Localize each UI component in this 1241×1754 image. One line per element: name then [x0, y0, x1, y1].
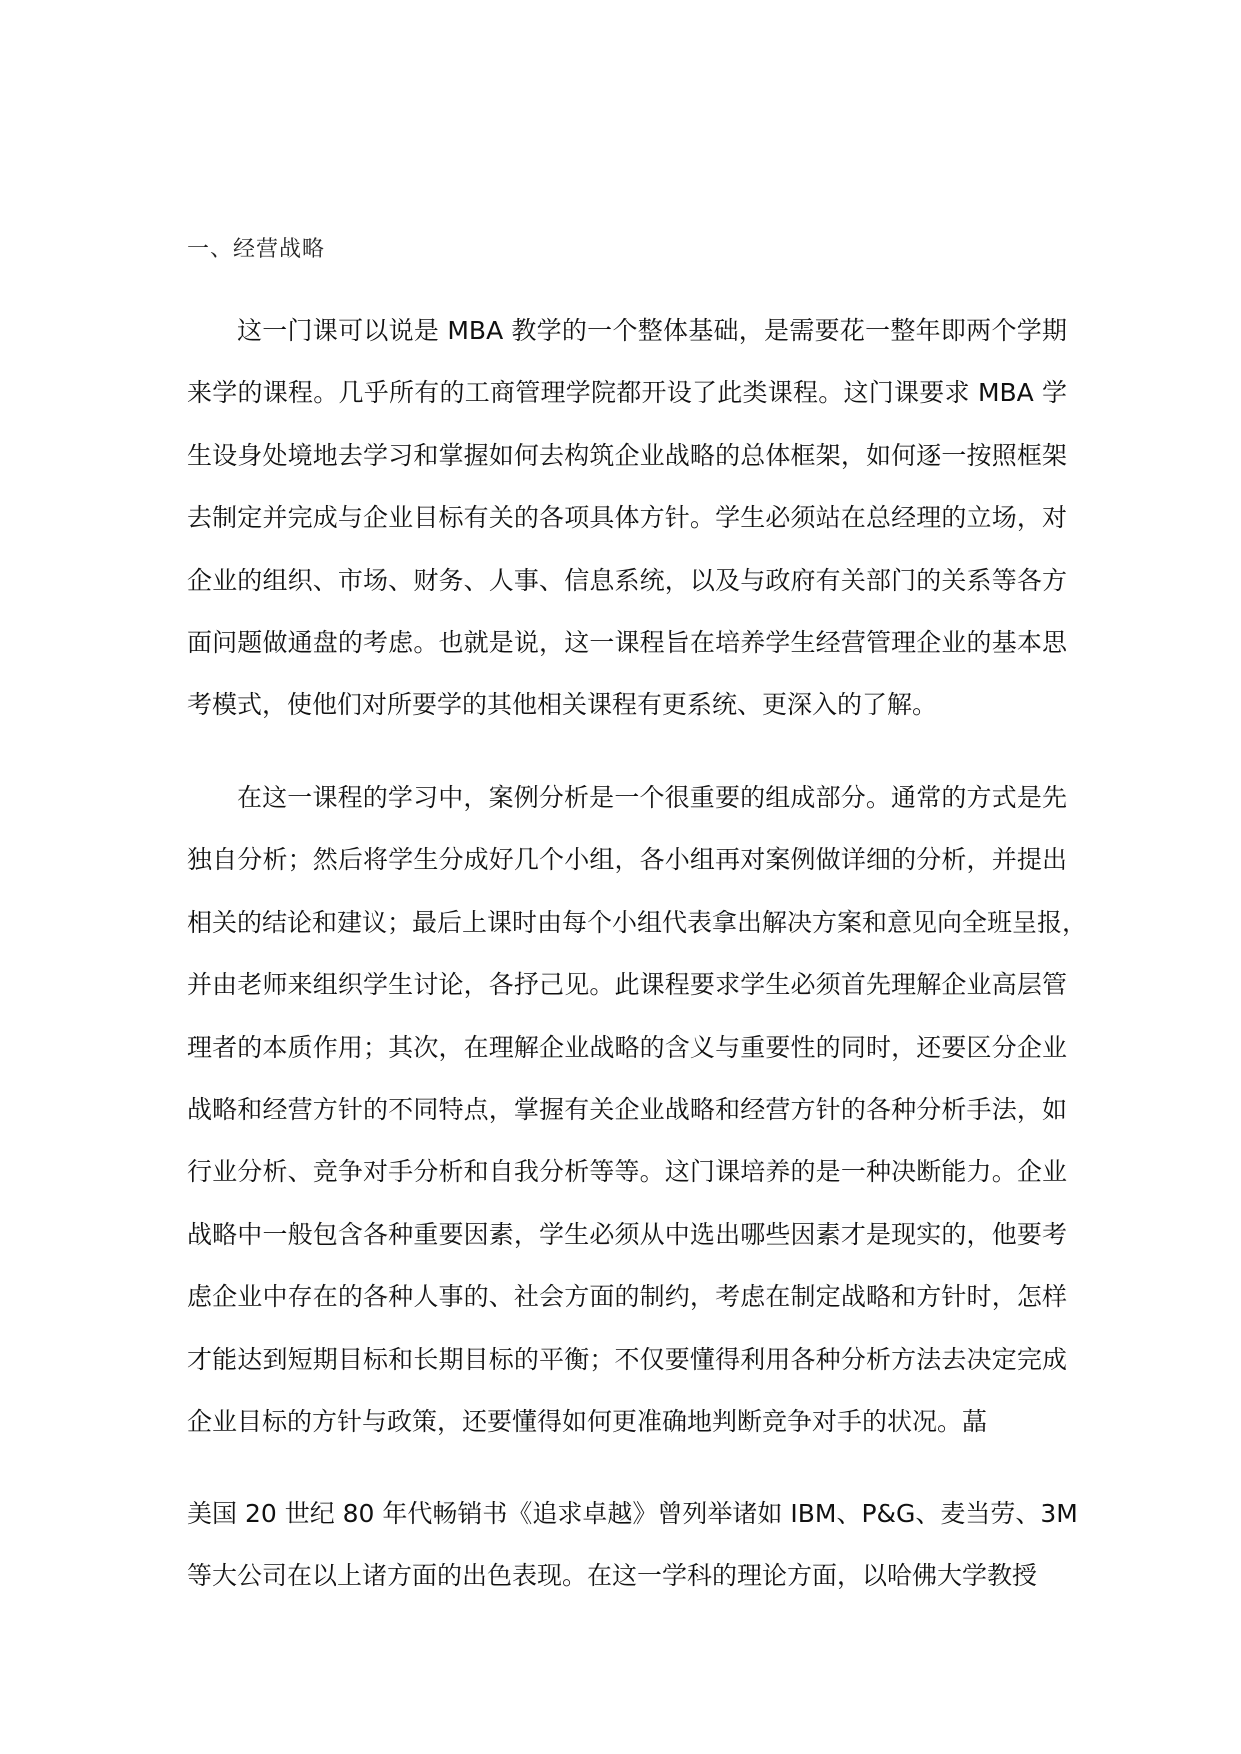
paragraph-line: 企业的组织、市场、财务、人事、信息系统，以及与政府有关部门的关系等各方 [187, 565, 1067, 595]
section-heading: 一、经营战略 [187, 237, 326, 262]
paragraph-line: 相关的结论和建议；最后上课时由每个小组代表拿出解决方案和意见向全班呈报， [187, 907, 1088, 937]
paragraph-line: 战略中一般包含各种重要因素，学生必须从中选出哪些因素才是现实的，他要考 [187, 1219, 1067, 1249]
paragraph-line: 面问题做通盘的考虑。也就是说，这一课程旨在培养学生经营管理企业的基本思 [187, 628, 1067, 658]
paragraph-line: 这一门课可以说是 MBA 教学的一个整体基础，是需要花一整年即两个学期 [237, 316, 1067, 345]
paragraph-2 [187, 767, 1088, 1453]
paragraph-line: 等大公司在以上诸方面的出色表现。在这一学科的理论方面，以哈佛大学教授 [187, 1561, 1038, 1591]
paragraph-line: 在这一课程的学习中，案例分析是一个很重要的组成部分。通常的方式是先 [237, 783, 1067, 812]
paragraph-3 [187, 1483, 1078, 1608]
paragraph-line: 才能达到短期目标和长期目标的平衡；不仅要懂得利用各种分析方法去决定完成 [187, 1344, 1067, 1374]
paragraph-line: 虑企业中存在的各种人事的、社会方面的制约，考虑在制定战略和方针时，怎样 [187, 1282, 1067, 1312]
paragraph-line: 并由老师来组织学生讨论，各抒己见。此课程要求学生必须首先理解企业高层管 [187, 970, 1067, 1000]
paragraph-1 [187, 300, 1067, 737]
paragraph-line: 企业目标的方针与政策，还要懂得如何更准确地判断竞争对手的状况。蕌 [187, 1407, 988, 1437]
paragraph-line: 去制定并完成与企业目标有关的各项具体方针。学生必须站在总经理的立场，对 [187, 503, 1067, 533]
paragraph-line: 生设身处境地去学习和掌握如何去构筑企业战略的总体框架，如何逐一按照框架 [187, 440, 1067, 470]
paragraph-line: 来学的课程。几乎所有的工商管理学院都开设了此类课程。这门课要求 MBA 学 [187, 378, 1067, 408]
paragraph-line: 战略和经营方针的不同特点，掌握有关企业战略和经营方针的各种分析手法，如 [187, 1095, 1067, 1125]
paragraph-line: 美国 20 世纪 80 年代畅销书《追求卓越》曾列举诸如 IBM、P&G、麦当劳、3M [187, 1499, 1078, 1528]
paragraph-line: 考模式，使他们对所要学的其他相关课程有更系统、更深入的了解。 [187, 690, 938, 720]
paragraph-line: 行业分析、竞争对手分析和自我分析等等。这门课培养的是一种决断能力。企业 [187, 1157, 1067, 1187]
paragraph-line: 理者的本质作用；其次，在理解企业战略的含义与重要性的同时，还要区分企业 [187, 1032, 1067, 1062]
paragraph-line: 独自分析；然后将学生分成好几个小组，各小组再对案例做详细的分析，并提出 [187, 845, 1067, 875]
